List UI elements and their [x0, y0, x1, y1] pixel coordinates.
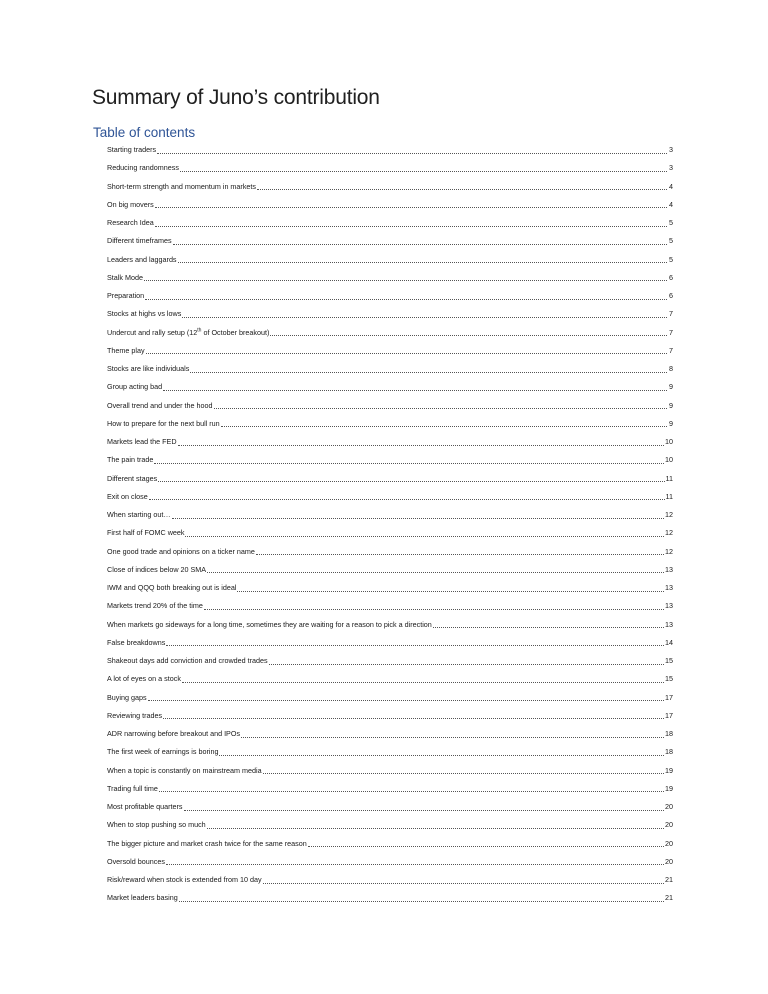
toc-entry-label[interactable]: Risk/reward when stock is extended from 10 day: [107, 875, 262, 884]
toc-entry[interactable]: [107, 652, 673, 670]
toc-entry[interactable]: [107, 251, 673, 269]
toc-entry[interactable]: [107, 305, 673, 323]
toc-dot-leader: [179, 889, 664, 907]
toc-page-number[interactable]: 14: [665, 637, 673, 647]
toc-page-number[interactable]: 3: [669, 145, 673, 154]
toc-page-number[interactable]: 21: [665, 893, 673, 903]
toc-page-number[interactable]: 7: [669, 309, 673, 319]
toc-page-number[interactable]: 5: [669, 236, 673, 246]
toc-entry[interactable]: [107, 342, 673, 360]
toc-entry[interactable]: [107, 214, 673, 232]
toc-entry-label[interactable]: Reducing randomness: [107, 163, 179, 173]
toc-dot-leader: [219, 743, 664, 761]
toc-page-number[interactable]: 3: [669, 163, 673, 173]
toc-page-number[interactable]: 12: [665, 510, 673, 519]
toc-page-number[interactable]: 17: [665, 710, 673, 720]
toc-page-number[interactable]: 18: [665, 729, 673, 738]
toc-dot-leader: [155, 196, 667, 214]
toc-entry[interactable]: [107, 178, 673, 196]
toc-entry[interactable]: [107, 835, 673, 853]
toc-entry-label[interactable]: How to prepare for the next bull run: [107, 418, 220, 428]
toc-page-number[interactable]: 6: [669, 272, 673, 282]
toc-dot-leader: [257, 178, 667, 196]
toc-entry-label[interactable]: Close of indices below 20 SMA: [107, 564, 207, 574]
toc-page-number[interactable]: 19: [665, 765, 673, 775]
toc-entry[interactable]: [107, 871, 673, 889]
toc-page-number[interactable]: 21: [665, 875, 673, 884]
toc-entry-label[interactable]: Reviewing trades: [107, 710, 163, 720]
toc-entry[interactable]: [107, 725, 673, 743]
toc-entry[interactable]: [107, 433, 673, 451]
toc-entry[interactable]: [107, 488, 673, 506]
toc-dot-leader: [163, 707, 664, 725]
toc-page-number[interactable]: 13: [665, 601, 673, 611]
toc-entry[interactable]: [107, 707, 673, 725]
toc-page-number[interactable]: 20: [665, 820, 673, 830]
toc-dot-leader: [270, 324, 667, 342]
toc-entry-label[interactable]: When a topic is constantly on mainstream media: [107, 765, 262, 775]
toc-entry-label[interactable]: Markets lead the FED: [107, 437, 177, 446]
toc-entry[interactable]: [107, 378, 673, 396]
toc-entry[interactable]: [107, 141, 673, 159]
toc-page-number[interactable]: 11: [665, 491, 673, 501]
toc-page-number[interactable]: 18: [665, 747, 673, 757]
toc-entry[interactable]: [107, 743, 673, 761]
toc-dot-leader: [159, 780, 664, 798]
toc-page-number[interactable]: 13: [665, 619, 673, 629]
toc-entry[interactable]: [107, 616, 673, 634]
toc-entry-label[interactable]: Different stages: [107, 473, 158, 483]
toc-entry-label[interactable]: Starting traders: [107, 145, 157, 154]
toc-page-number[interactable]: 7: [669, 327, 673, 337]
toc-entry-label[interactable]: Research Idea: [107, 218, 154, 227]
toc-dot-leader: [263, 762, 664, 780]
toc-dot-leader: [158, 470, 664, 488]
toc-page-number[interactable]: 5: [669, 254, 673, 264]
toc-entry[interactable]: [107, 889, 673, 907]
toc-heading: Table of contents: [93, 125, 196, 140]
toc-page-number[interactable]: 4: [669, 199, 673, 209]
toc-page-number[interactable]: 11: [665, 473, 673, 483]
toc-entry[interactable]: [107, 524, 673, 542]
table-of-contents: [107, 141, 673, 908]
toc-dot-leader: [207, 816, 664, 834]
toc-entry-label[interactable]: False breakdowns: [107, 637, 166, 647]
toc-page-number[interactable]: 19: [665, 783, 673, 793]
toc-entry-label[interactable]: The pain trade: [107, 455, 154, 465]
toc-dot-leader: [146, 342, 667, 360]
toc-page-number[interactable]: 13: [665, 564, 673, 574]
toc-page-number[interactable]: 4: [669, 181, 673, 191]
toc-page-number[interactable]: 17: [665, 692, 673, 702]
toc-page-number[interactable]: 5: [669, 218, 673, 227]
toc-entry-label[interactable]: A lot of eyes on a stock: [107, 674, 181, 684]
toc-dot-leader: [149, 488, 665, 506]
toc-dot-leader: [263, 871, 664, 889]
toc-dot-leader: [433, 616, 664, 634]
toc-page-number[interactable]: 15: [665, 674, 673, 684]
toc-dot-leader: [241, 725, 664, 743]
toc-page-number[interactable]: 10: [665, 437, 673, 446]
toc-entry-label[interactable]: Different timeframes: [107, 236, 172, 246]
toc-entry[interactable]: [107, 360, 673, 378]
toc-entry[interactable]: [107, 853, 673, 871]
toc-entry-label[interactable]: Shakeout days add conviction and crowded trades: [107, 656, 268, 665]
toc-page-number[interactable]: 13: [665, 583, 673, 592]
toc-entry[interactable]: [107, 470, 673, 488]
toc-dot-leader: [214, 397, 668, 415]
toc-entry-label[interactable]: Markets trend 20% of the time: [107, 601, 203, 611]
toc-entry[interactable]: [107, 670, 673, 688]
toc-entry[interactable]: [107, 579, 673, 597]
toc-entry-label[interactable]: Buying gaps: [107, 692, 147, 702]
document-title: Summary of Juno’s contribution: [92, 86, 380, 109]
toc-page-number[interactable]: 12: [665, 528, 673, 538]
toc-entry-label[interactable]: Stocks are like individuals: [107, 364, 190, 373]
toc-page-number[interactable]: 9: [669, 400, 673, 410]
toc-entry-label[interactable]: When starting out…: [107, 510, 171, 519]
toc-dot-leader: [190, 360, 667, 378]
toc-entry-label[interactable]: Preparation: [107, 291, 145, 300]
toc-entry-label[interactable]: Trading full time: [107, 783, 158, 793]
toc-page-number[interactable]: 9: [669, 418, 673, 428]
toc-entry[interactable]: [107, 232, 673, 250]
toc-entry[interactable]: [107, 415, 673, 433]
toc-dot-leader: [178, 433, 664, 451]
toc-page-number[interactable]: 20: [665, 838, 673, 848]
toc-page-number[interactable]: 8: [669, 364, 673, 373]
toc-entry-label[interactable]: Exit on close: [107, 491, 148, 501]
toc-entry[interactable]: [107, 269, 673, 287]
toc-entry[interactable]: [107, 689, 673, 707]
toc-entry-label[interactable]: The first week of earnings is boring: [107, 747, 219, 757]
toc-dot-leader: [221, 415, 667, 433]
toc-dot-leader: [166, 853, 664, 871]
toc-dot-leader: [173, 232, 667, 250]
toc-entry-label[interactable]: Group acting bad: [107, 382, 163, 392]
toc-dot-leader: [182, 670, 664, 688]
toc-dot-leader: [166, 634, 664, 652]
toc-entry[interactable]: [107, 159, 673, 177]
toc-dot-leader: [178, 251, 667, 269]
toc-entry[interactable]: [107, 816, 673, 834]
toc-dot-leader: [154, 451, 664, 469]
toc-dot-leader: [256, 543, 664, 561]
toc-entry-label[interactable]: Market leaders basing: [107, 893, 178, 903]
toc-entry-label[interactable]: Short-term strength and momentum in markets: [107, 181, 256, 191]
toc-dot-leader: [148, 689, 664, 707]
toc-entry[interactable]: [107, 506, 673, 524]
toc-entry-label[interactable]: Stalk Mode: [107, 272, 143, 282]
toc-entry[interactable]: [107, 762, 673, 780]
toc-page-number[interactable]: 15: [665, 656, 673, 665]
toc-entry[interactable]: [107, 397, 673, 415]
toc-entry-label[interactable]: One good trade and opinions on a ticker name: [107, 546, 255, 556]
toc-entry-label[interactable]: On big movers: [107, 199, 154, 209]
toc-dot-leader: [207, 561, 664, 579]
toc-dot-leader: [237, 579, 664, 597]
toc-entry[interactable]: [107, 634, 673, 652]
toc-entry[interactable]: [107, 287, 673, 305]
toc-page-number[interactable]: 10: [665, 455, 673, 465]
toc-entry-label[interactable]: When to stop pushing so much: [107, 820, 206, 830]
toc-entry-label[interactable]: IWM and QQQ both breaking out is ideal: [107, 583, 237, 592]
toc-dot-leader: [308, 835, 664, 853]
toc-entry-label[interactable]: Overall trend and under the hood: [107, 400, 213, 410]
toc-page-number[interactable]: 20: [665, 856, 673, 866]
toc-dot-leader: [155, 214, 667, 232]
toc-entry[interactable]: [107, 798, 673, 816]
toc-dot-leader: [204, 597, 664, 615]
toc-page-number[interactable]: 6: [669, 291, 673, 300]
toc-entry-label[interactable]: Most profitable quarters: [107, 802, 183, 811]
toc-entry-label[interactable]: The bigger picture and market crash twice for the same reason: [107, 838, 307, 848]
toc-dot-leader: [157, 141, 667, 159]
toc-entry-label[interactable]: ADR narrowing before breakout and IPOs: [107, 729, 241, 738]
toc-entry[interactable]: [107, 324, 673, 342]
toc-entry-label[interactable]: Oversold bounces: [107, 856, 165, 866]
toc-dot-leader: [184, 798, 664, 816]
toc-dot-leader: [144, 269, 667, 287]
toc-entry[interactable]: [107, 597, 673, 615]
toc-entry-label[interactable]: Stocks at highs vs lows: [107, 309, 182, 319]
toc-entry-label[interactable]: Undercut and rally setup (12th of October breakout): [107, 327, 270, 337]
toc-entry-label[interactable]: First half of FOMC week: [107, 528, 185, 538]
toc-dot-leader: [172, 506, 664, 524]
toc-entry[interactable]: [107, 451, 673, 469]
toc-entry-label[interactable]: Theme play: [107, 345, 145, 355]
toc-entry[interactable]: [107, 561, 673, 579]
toc-dot-leader: [163, 378, 667, 396]
toc-page-number[interactable]: 7: [669, 345, 673, 355]
toc-dot-leader: [269, 652, 664, 670]
toc-dot-leader: [185, 524, 664, 542]
toc-entry[interactable]: [107, 543, 673, 561]
toc-page-number[interactable]: 20: [665, 802, 673, 811]
toc-entry-label[interactable]: Leaders and laggards: [107, 254, 177, 264]
toc-entry-label[interactable]: When markets go sideways for a long time, sometimes they are waiting for a reason to pick a direction: [107, 619, 432, 629]
toc-dot-leader: [145, 287, 667, 305]
toc-page-number[interactable]: 9: [669, 382, 673, 392]
toc-entry[interactable]: [107, 780, 673, 798]
toc-page-number[interactable]: 12: [665, 546, 673, 556]
toc-entry[interactable]: [107, 196, 673, 214]
toc-dot-leader: [182, 305, 667, 323]
toc-dot-leader: [180, 159, 667, 177]
